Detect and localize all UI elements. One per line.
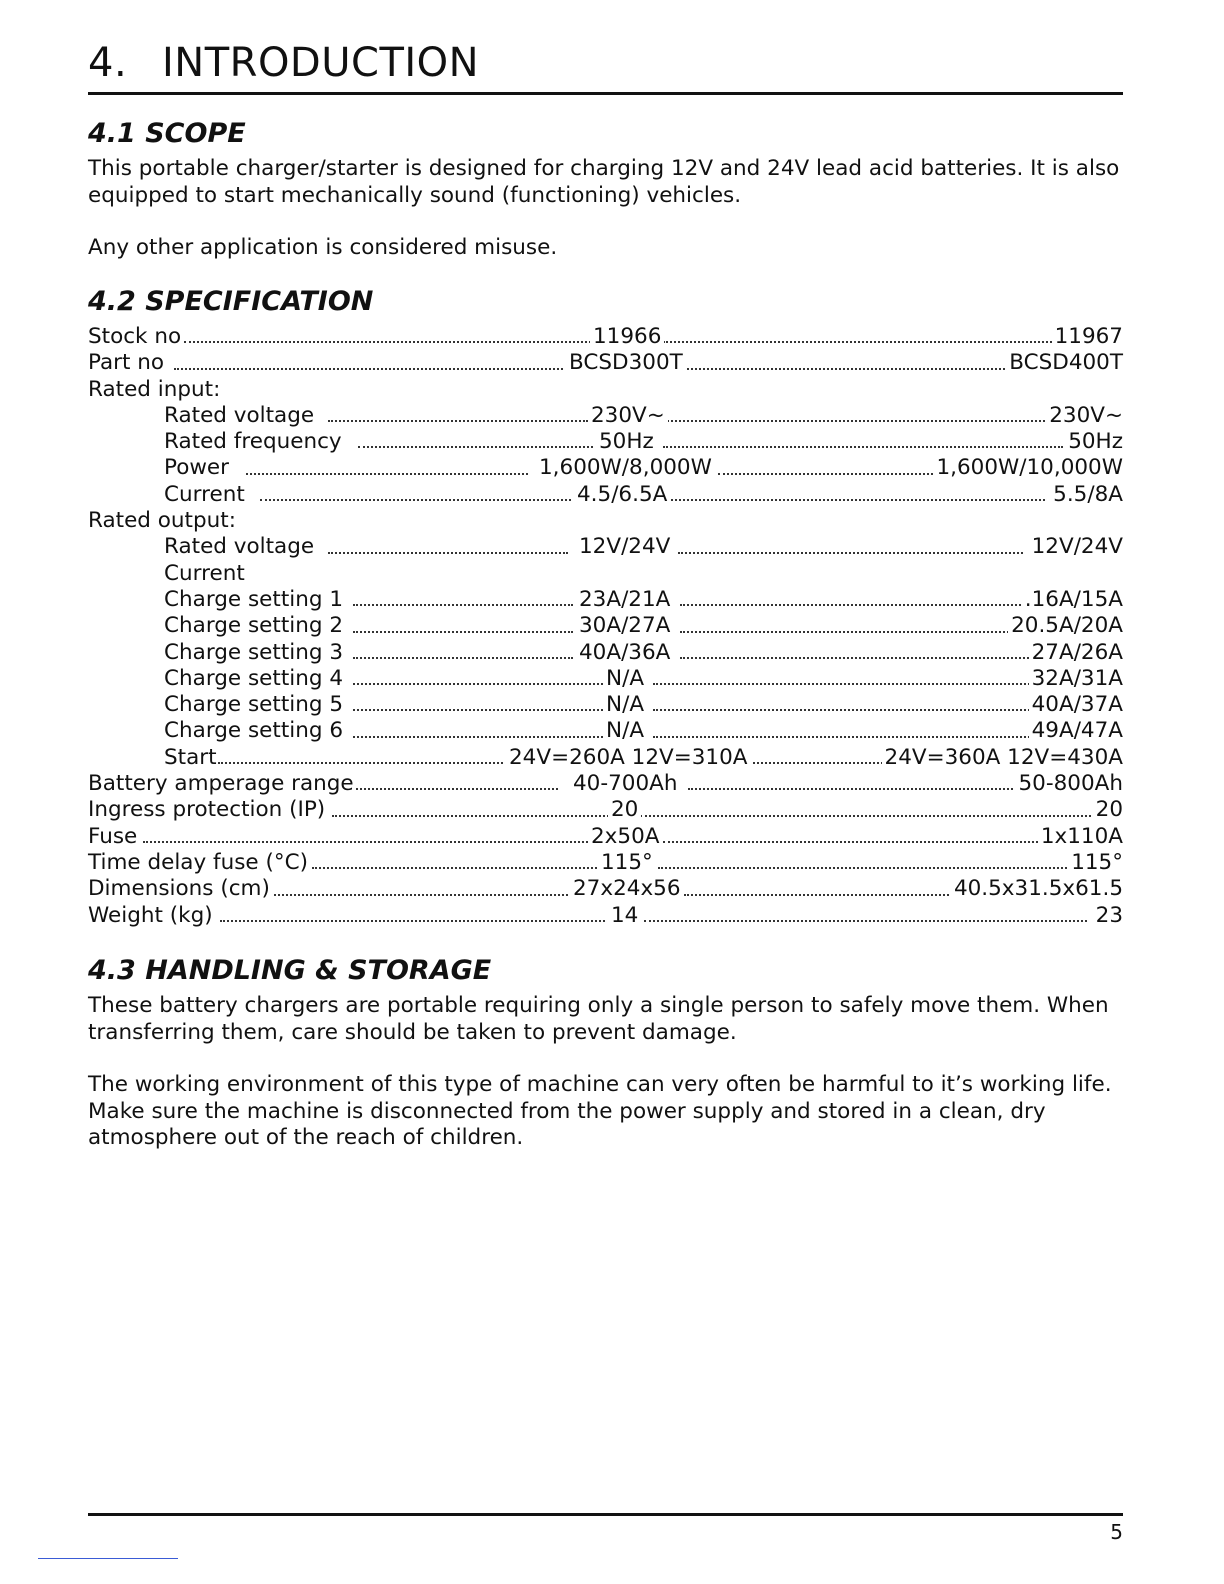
- spec-value-model-1: 20: [608, 797, 641, 823]
- spec-label: Charge setting 2: [164, 613, 344, 639]
- spec-value-model-1: N/A: [603, 692, 647, 718]
- spec-value-model-2: .16A/15A: [1022, 587, 1123, 613]
- section-heading-handling-storage: 4.3 HANDLING & STORAGE: [88, 955, 492, 986]
- dot-leader: [332, 815, 613, 817]
- spec-value-model-1: 40-700Ah: [570, 771, 681, 797]
- spec-value-model-2: 12V/24V: [1029, 534, 1123, 560]
- dot-leader: [220, 920, 605, 922]
- dot-leader: [653, 709, 1033, 711]
- spec-label: Stock no: [88, 324, 182, 349]
- dot-leader: [663, 446, 1063, 448]
- spec-row: [88, 561, 1123, 587]
- spec-value-model-2: 230V~: [1046, 403, 1123, 429]
- spec-value-model-1: N/A: [603, 718, 647, 744]
- spec-value-model-1: 4.5/6.5A: [574, 482, 670, 508]
- spec-row: [88, 903, 1123, 929]
- spec-label: Current: [164, 481, 245, 507]
- spec-value-model-2: 11967: [1052, 324, 1123, 350]
- spec-label: Charge setting 1: [164, 586, 344, 612]
- chapter-number: 4.: [88, 40, 128, 86]
- handling-paragraph-1: These battery chargers are portable requiring only a single person to safely move them. When transferring them, care should be taken to prevent damage.: [88, 993, 1109, 1045]
- spec-row: [88, 613, 1123, 639]
- spec-value-model-1: N/A: [603, 666, 647, 692]
- dot-leader: [246, 473, 528, 475]
- spec-label: Rated frequency: [164, 429, 342, 455]
- spec-row: [88, 455, 1123, 481]
- spec-value-model-2: 40A/37A: [1029, 692, 1123, 718]
- spec-label: Charge setting 4: [164, 665, 344, 691]
- spec-value-model-1: 24V=260A 12V=310A: [506, 745, 750, 771]
- dot-leader: [218, 762, 503, 764]
- spec-row: [88, 324, 1123, 350]
- dot-leader: [312, 867, 601, 869]
- spec-value-model-2: 32A/31A: [1029, 666, 1123, 692]
- spec-row: [88, 429, 1123, 455]
- spec-value-model-2: 40.5x31.5x61.5: [951, 876, 1123, 902]
- spec-value-model-1: BCSD300T: [566, 350, 686, 376]
- spec-label: Rated voltage: [164, 534, 315, 560]
- dot-leader: [143, 841, 588, 843]
- spec-value-model-1: 2x50A: [588, 824, 662, 850]
- spec-row: [88, 771, 1123, 797]
- dot-leader: [174, 368, 563, 370]
- dot-leader: [684, 894, 953, 896]
- spec-label: Power: [164, 455, 230, 481]
- dot-leader: [653, 683, 1033, 685]
- spec-row: [88, 797, 1123, 823]
- spec-group-label: Rated input:: [88, 376, 221, 402]
- spec-label: Fuse: [88, 823, 138, 849]
- spec-row: [88, 876, 1123, 902]
- spec-row: [88, 745, 1123, 771]
- spec-row: [88, 534, 1123, 560]
- dot-leader: [353, 709, 603, 711]
- spec-value-model-2: 50Hz: [1065, 429, 1123, 455]
- spec-value-model-1: 23A/21A: [576, 587, 673, 613]
- spec-label: Charge setting 6: [164, 718, 344, 744]
- spec-row: [88, 350, 1123, 376]
- spec-row: [88, 403, 1123, 429]
- dot-leader: [353, 657, 573, 659]
- footer-rule: [88, 1513, 1123, 1516]
- spec-row: [88, 508, 1123, 534]
- dot-leader: [353, 683, 603, 685]
- dot-leader: [668, 499, 1045, 501]
- spec-label: Battery amperage range: [88, 771, 354, 797]
- dot-leader: [688, 788, 1013, 790]
- spec-label: Time delay fuse (°C): [88, 849, 309, 875]
- dot-leader: [274, 894, 568, 896]
- dot-leader: [748, 762, 883, 764]
- spec-label: Dimensions (cm): [88, 876, 270, 902]
- dot-leader: [640, 815, 1091, 817]
- dot-leader: [353, 631, 573, 633]
- page-number: 5: [1110, 1520, 1123, 1544]
- chapter-title-text: INTRODUCTION: [162, 40, 480, 86]
- chapter-rule: [88, 92, 1123, 95]
- spec-row: [88, 587, 1123, 613]
- spec-row: [88, 824, 1123, 850]
- spec-row: [88, 377, 1123, 403]
- spec-value-model-1: 12V/24V: [576, 534, 673, 560]
- spec-label: Ingress protection (IP): [88, 797, 326, 823]
- specification-table: [88, 324, 1123, 929]
- spec-label: Weight (kg): [88, 902, 213, 928]
- spec-row: [88, 640, 1123, 666]
- spec-value-model-2: 1x110A: [1038, 824, 1123, 850]
- dot-leader: [260, 499, 571, 501]
- dot-leader: [653, 736, 1033, 738]
- spec-value-model-1: 14: [608, 903, 641, 929]
- spec-value-model-2: 20: [1093, 797, 1123, 823]
- dot-leader: [644, 920, 1087, 922]
- handling-paragraph-2: The working environment of this type of machine can very often be harmful to it’s working life. Make sure the machine is disconnected from the power supply and stored in a clean, dry atmosphere out of the reach of children.: [88, 1072, 1112, 1150]
- dot-leader: [328, 552, 568, 554]
- spec-value-model-2: 23: [1093, 903, 1123, 929]
- section-heading-specification: 4.2 SPECIFICATION: [88, 286, 374, 317]
- chapter-title: [88, 40, 479, 86]
- spec-value-model-2: 50-800Ah: [1016, 771, 1124, 797]
- dot-leader: [678, 552, 1023, 554]
- dot-leader: [663, 841, 1038, 843]
- spec-value-model-1: 230V~: [588, 403, 668, 429]
- dot-leader: [718, 473, 933, 475]
- spec-row: [88, 718, 1123, 744]
- dot-leader: [353, 604, 573, 606]
- spec-row: [88, 482, 1123, 508]
- dot-leader: [680, 631, 1013, 633]
- spec-value-model-1: 27x24x56: [570, 876, 684, 902]
- spec-sub-label: Current: [164, 560, 245, 586]
- spec-value-model-2: 20.5A/20A: [1008, 613, 1123, 639]
- spec-label: Charge setting 3: [164, 639, 344, 665]
- dot-leader: [678, 368, 1013, 370]
- dot-leader: [658, 867, 1071, 869]
- spec-row: [88, 850, 1123, 876]
- section-heading-scope: 4.1 SCOPE: [88, 118, 246, 149]
- spec-label: Start: [164, 744, 217, 770]
- spec-value-model-2: BCSD400T: [1006, 350, 1123, 376]
- spec-value-model-2: 1,600W/10,000W: [933, 455, 1123, 481]
- spec-value-model-2: 27A/26A: [1029, 640, 1123, 666]
- page: [88, 0, 1123, 1584]
- dot-leader: [356, 788, 558, 790]
- spec-row: [88, 666, 1123, 692]
- spec-label: Charge setting 5: [164, 692, 344, 718]
- spec-value-model-1: 11966: [590, 324, 664, 350]
- dot-leader: [680, 657, 1033, 659]
- dot-leader: [328, 420, 588, 422]
- scope-paragraph-1: This portable charger/starter is designed for charging 12V and 24V lead acid batteries. It is also equipped to start mechanically sound (functioning) vehicles.: [88, 156, 1120, 208]
- spec-label: Part no: [88, 350, 165, 376]
- spec-row: [88, 692, 1123, 718]
- dot-leader: [663, 341, 1063, 343]
- spec-value-model-2: 115°: [1068, 850, 1123, 876]
- spec-value-model-2: 49A/47A: [1029, 718, 1123, 744]
- spec-value-model-2: 24V=360A 12V=430A: [882, 745, 1123, 771]
- dot-leader: [184, 341, 643, 343]
- spec-value-model-1: 115°: [598, 850, 656, 876]
- scope-paragraph-2: Any other application is considered misuse.: [88, 235, 558, 260]
- dot-leader: [353, 736, 603, 738]
- spec-value-model-1: 50Hz: [596, 429, 657, 455]
- spec-value-model-1: 30A/27A: [576, 613, 673, 639]
- spec-value-model-1: 1,600W/8,000W: [536, 455, 715, 481]
- dot-leader: [663, 420, 1053, 422]
- spec-value-model-2: 5.5/8A: [1050, 482, 1123, 508]
- spec-value-model-1: 40A/36A: [576, 640, 673, 666]
- spec-label: Rated voltage: [164, 402, 315, 428]
- bottom-edge-line: [38, 1558, 178, 1559]
- spec-group-label: Rated output:: [88, 508, 236, 534]
- dot-leader: [680, 604, 1028, 606]
- dot-leader: [358, 446, 593, 448]
